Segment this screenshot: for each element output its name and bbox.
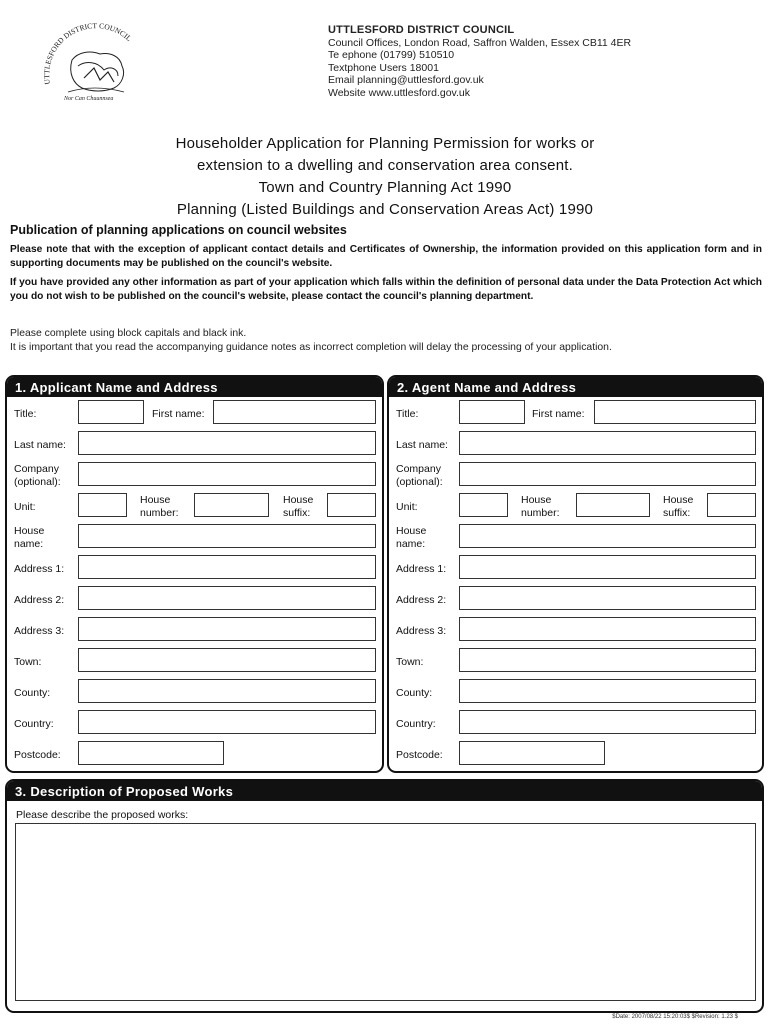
applicant-first-name-input[interactable] bbox=[213, 400, 376, 424]
agent-company-input[interactable] bbox=[459, 462, 756, 486]
applicant-first-name-label: First name: bbox=[152, 408, 205, 420]
applicant-section bbox=[5, 375, 384, 773]
applicant-address1-label: Address 1: bbox=[14, 563, 65, 575]
applicant-town-input[interactable] bbox=[78, 648, 376, 672]
agent-title-label: Title: bbox=[396, 408, 419, 420]
instruction-line-2: It is important that you read the accompanying guidance notes as incorrect completion will delay the processing of your application. bbox=[10, 342, 612, 353]
applicant-country-label: Country: bbox=[14, 718, 54, 730]
agent-county-label: County: bbox=[396, 687, 433, 699]
agent-address2-input[interactable] bbox=[459, 586, 756, 610]
applicant-town-label: Town: bbox=[14, 656, 42, 668]
council-telephone: Te ephone (01799) 510510 bbox=[328, 49, 455, 62]
agent-county-input[interactable] bbox=[459, 679, 756, 703]
agent-first-name-label: First name: bbox=[532, 408, 585, 420]
agent-section bbox=[387, 375, 764, 773]
council-textphone: Textphone Users 18001 bbox=[328, 61, 439, 74]
agent-country-input[interactable] bbox=[459, 710, 756, 734]
applicant-unit-label: Unit: bbox=[14, 501, 36, 513]
form-title bbox=[0, 133, 770, 221]
description-section bbox=[5, 779, 764, 1013]
agent-house-name-input[interactable] bbox=[459, 524, 756, 548]
applicant-county-label: County: bbox=[14, 687, 51, 699]
description-section-heading: 3. Description of Proposed Works bbox=[7, 781, 762, 801]
applicant-address3-input[interactable] bbox=[78, 617, 376, 641]
title-line-4: Planning (Listed Buildings and Conservation Areas Act) 1990 bbox=[176, 201, 594, 218]
council-contact-block bbox=[328, 24, 631, 100]
agent-company-label: Company (optional): bbox=[396, 463, 443, 488]
applicant-house-number-label: House number: bbox=[140, 494, 179, 519]
agent-postcode-input[interactable] bbox=[459, 741, 605, 765]
agent-postcode-label: Postcode: bbox=[396, 749, 443, 761]
agent-last-name-input[interactable] bbox=[459, 431, 756, 455]
agent-address1-label: Address 1: bbox=[396, 563, 447, 575]
applicant-company-input[interactable] bbox=[78, 462, 376, 486]
publication-para-1: Please note that with the exception of applicant contact details and Certificates of Ownership, the information provided on this application form and in supporting documents may be published on the council's website. bbox=[10, 244, 762, 269]
applicant-address2-input[interactable] bbox=[78, 586, 376, 610]
logo-motto: Nor Can Chuunnsea bbox=[64, 96, 114, 102]
applicant-house-suffix-label: House suffix: bbox=[283, 494, 314, 519]
council-crest-logo bbox=[38, 22, 150, 108]
applicant-unit-input[interactable] bbox=[78, 493, 127, 517]
council-address: Council Offices, London Road, Saffron Walden, Essex CB11 4ER bbox=[328, 36, 632, 49]
agent-town-input[interactable] bbox=[459, 648, 756, 672]
agent-house-number-input[interactable] bbox=[576, 493, 650, 517]
publication-para-2: If you have provided any other information as part of your application which falls within the definition of personal data under the Data Protection Act which you do not wish to be published on the council's website, please contact the council's planning department. bbox=[10, 277, 762, 302]
agent-title-input[interactable] bbox=[459, 400, 525, 424]
agent-address2-label: Address 2: bbox=[396, 594, 447, 606]
agent-house-number-label: House number: bbox=[521, 494, 560, 519]
agent-house-suffix-label: House suffix: bbox=[663, 494, 694, 519]
publication-heading: Publication of planning applications on council websites bbox=[10, 223, 347, 237]
agent-house-name-label: House name: bbox=[396, 525, 427, 550]
title-line-2: extension to a dwelling and conservation area consent. bbox=[196, 157, 574, 174]
agent-section-heading: 2. Agent Name and Address bbox=[389, 377, 762, 397]
title-line-3: Town and Country Planning Act 1990 bbox=[258, 179, 512, 196]
council-website: Website www.uttlesford.gov.uk bbox=[328, 86, 471, 99]
agent-unit-label: Unit: bbox=[396, 501, 418, 513]
applicant-country-input[interactable] bbox=[78, 710, 376, 734]
applicant-county-input[interactable] bbox=[78, 679, 376, 703]
instruction-line-1: Please complete using block capitals and black ink. bbox=[10, 328, 247, 339]
council-name: UTTLESFORD DISTRICT COUNCIL bbox=[328, 24, 515, 36]
applicant-address1-input[interactable] bbox=[78, 555, 376, 579]
applicant-house-suffix-input[interactable] bbox=[327, 493, 376, 517]
applicant-last-name-label: Last name: bbox=[14, 439, 66, 451]
description-prompt: Please describe the proposed works: bbox=[16, 809, 189, 821]
applicant-company-label: Company (optional): bbox=[14, 463, 61, 488]
agent-unit-input[interactable] bbox=[459, 493, 508, 517]
agent-address3-input[interactable] bbox=[459, 617, 756, 641]
applicant-address3-label: Address 3: bbox=[14, 625, 65, 637]
applicant-postcode-label: Postcode: bbox=[14, 749, 61, 761]
agent-last-name-label: Last name: bbox=[396, 439, 448, 451]
agent-address3-label: Address 3: bbox=[396, 625, 447, 637]
applicant-house-name-input[interactable] bbox=[78, 524, 376, 548]
applicant-title-label: Title: bbox=[14, 408, 37, 420]
agent-address1-input[interactable] bbox=[459, 555, 756, 579]
agent-first-name-input[interactable] bbox=[594, 400, 756, 424]
agent-house-suffix-input[interactable] bbox=[707, 493, 756, 517]
applicant-last-name-input[interactable] bbox=[78, 431, 376, 455]
agent-country-label: Country: bbox=[396, 718, 436, 730]
agent-town-label: Town: bbox=[396, 656, 424, 668]
council-email: Email planning@uttlesford.gov.uk bbox=[328, 74, 484, 87]
applicant-title-input[interactable] bbox=[78, 400, 144, 424]
applicant-postcode-input[interactable] bbox=[78, 741, 224, 765]
description-textarea[interactable] bbox=[15, 823, 756, 1001]
title-line-1: Householder Application for Planning Permission for works or bbox=[175, 135, 595, 152]
applicant-house-number-input[interactable] bbox=[194, 493, 269, 517]
applicant-address2-label: Address 2: bbox=[14, 594, 65, 606]
applicant-section-heading: 1. Applicant Name and Address bbox=[7, 377, 382, 397]
revision-footer: $Date: 2007/08/22 15:20:03$ $Revision: 1.23 $ bbox=[612, 1014, 738, 1020]
applicant-house-name-label: House name: bbox=[14, 525, 45, 550]
logo-arc-text: UTTLESFORD DISTRICT COUNCIL bbox=[42, 22, 134, 86]
